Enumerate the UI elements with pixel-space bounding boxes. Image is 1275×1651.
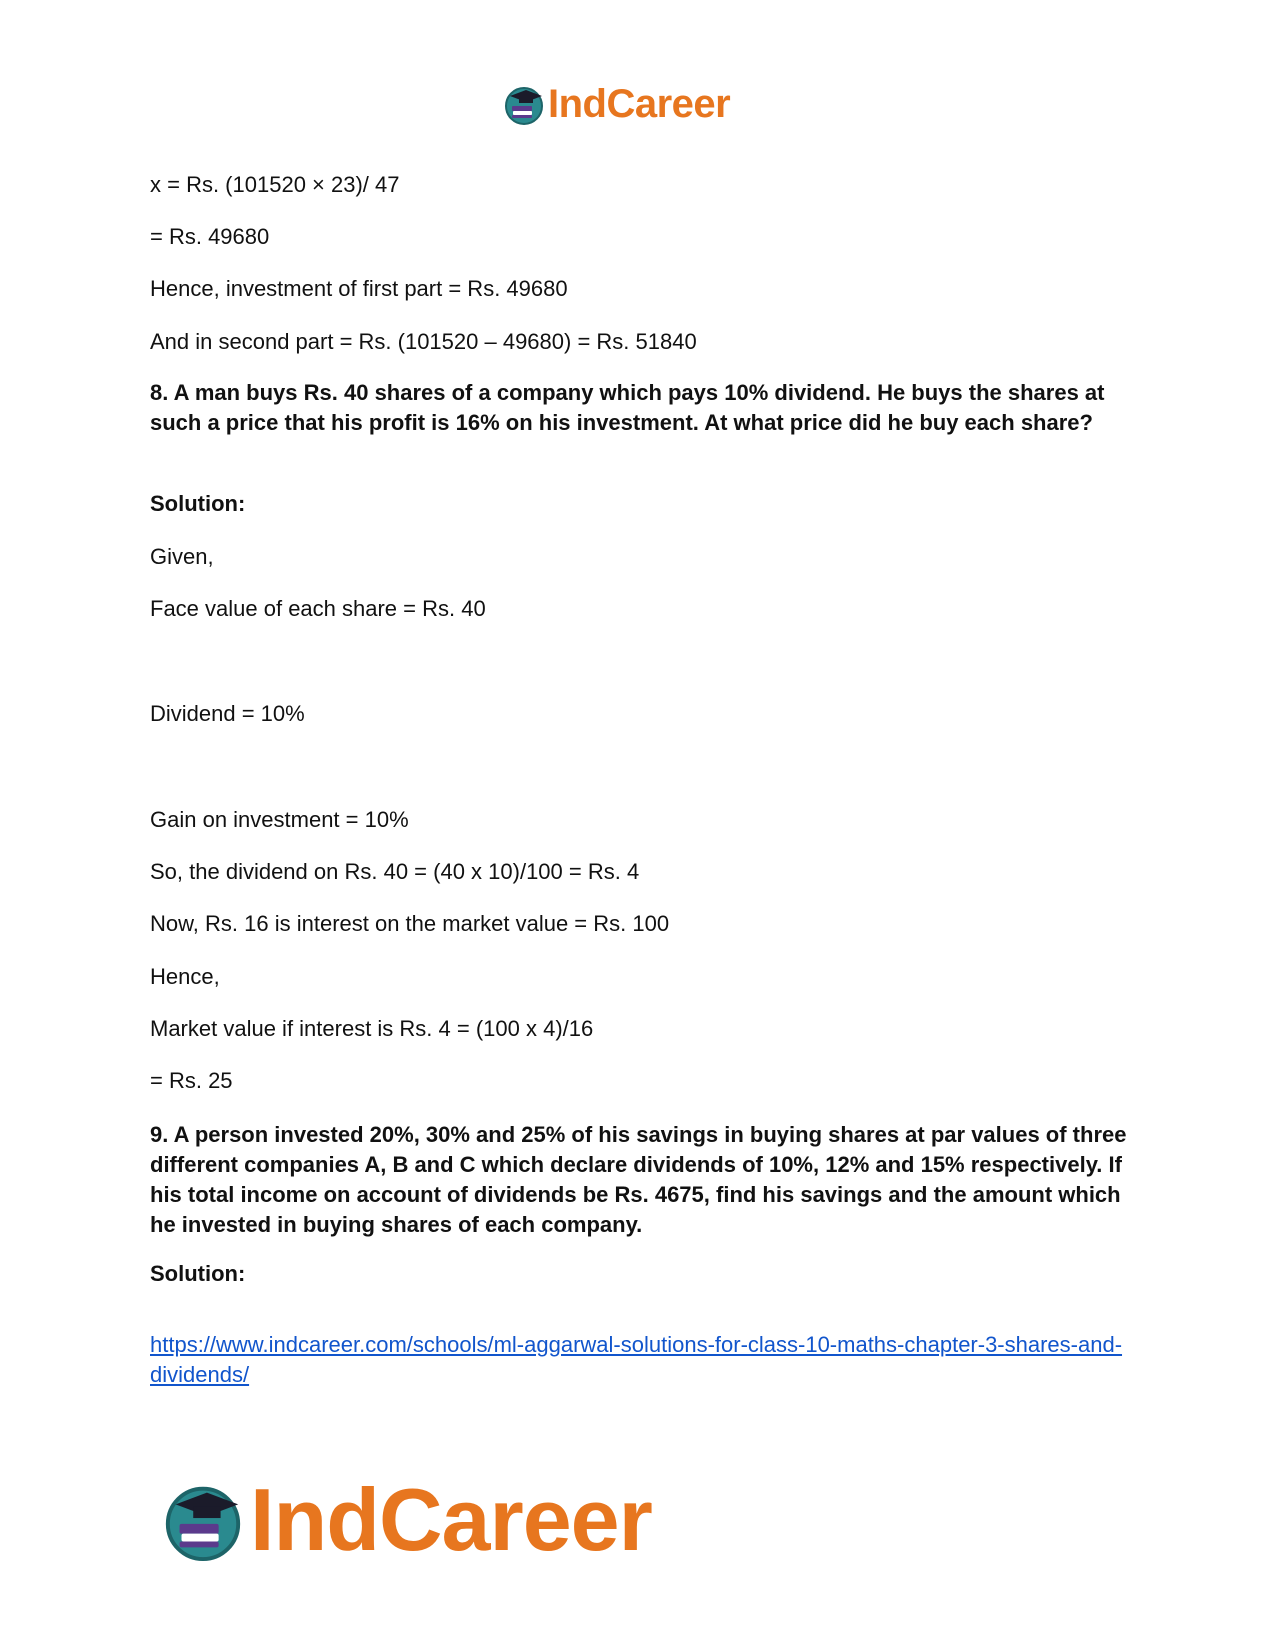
text-line: x = Rs. (101520 × 23)/ 47 [150,172,400,197]
text-line: Market value if interest is Rs. 4 = (100 x 4)/16 [150,1016,594,1041]
solution-label: Solution: [150,1261,246,1286]
text-line: Gain on investment = 10% [150,807,409,832]
text-line: And in second part = Rs. (101520 – 49680) = Rs. 51840 [150,329,697,354]
text-line: So, the dividend on Rs. 40 = (40 x 10)/100 = Rs. 4 [150,859,640,884]
text-line: Hence, [150,964,220,989]
graduation-globe-icon [160,1477,246,1563]
logo-text: IndCareer [250,1470,652,1569]
text-line: = Rs. 25 [150,1068,233,1093]
graduation-globe-icon [502,82,546,126]
text-line: Now, Rs. 16 is interest on the market value = Rs. 100 [150,911,670,936]
text-line: = Rs. 49680 [150,224,270,249]
text-line: Given, [150,544,214,569]
question-9: 9. A person invested 20%, 30% and 25% of his savings in buying shares at par values of three different companies A, B and C which declare dividends of 10%, 12% and 15% respectively. If his total income on account of dividends be Rs. 4675, find his savings and the amount which he invested in buying shares of each company. [150,1122,1127,1237]
footer-logo [160,1470,652,1570]
header-logo [502,80,730,128]
source-link[interactable]: https://www.indcareer.com/schools/ml-aggarwal-solutions-for-class-10-maths-chapter-3-shares-and-dividends/ [150,1332,1123,1387]
logo-text: IndCareer [548,81,731,126]
question-8: 8. A man buys Rs. 40 shares of a company which pays 10% dividend. He buys the shares at such a price that his profit is 16% on his investment. At what price did he buy each share? [150,380,1105,435]
solution-label: Solution: [150,491,246,516]
text-line: Face value of each share = Rs. 40 [150,596,486,621]
text-line: Hence, investment of first part = Rs. 49680 [150,276,568,301]
text-line: Dividend = 10% [150,701,305,726]
